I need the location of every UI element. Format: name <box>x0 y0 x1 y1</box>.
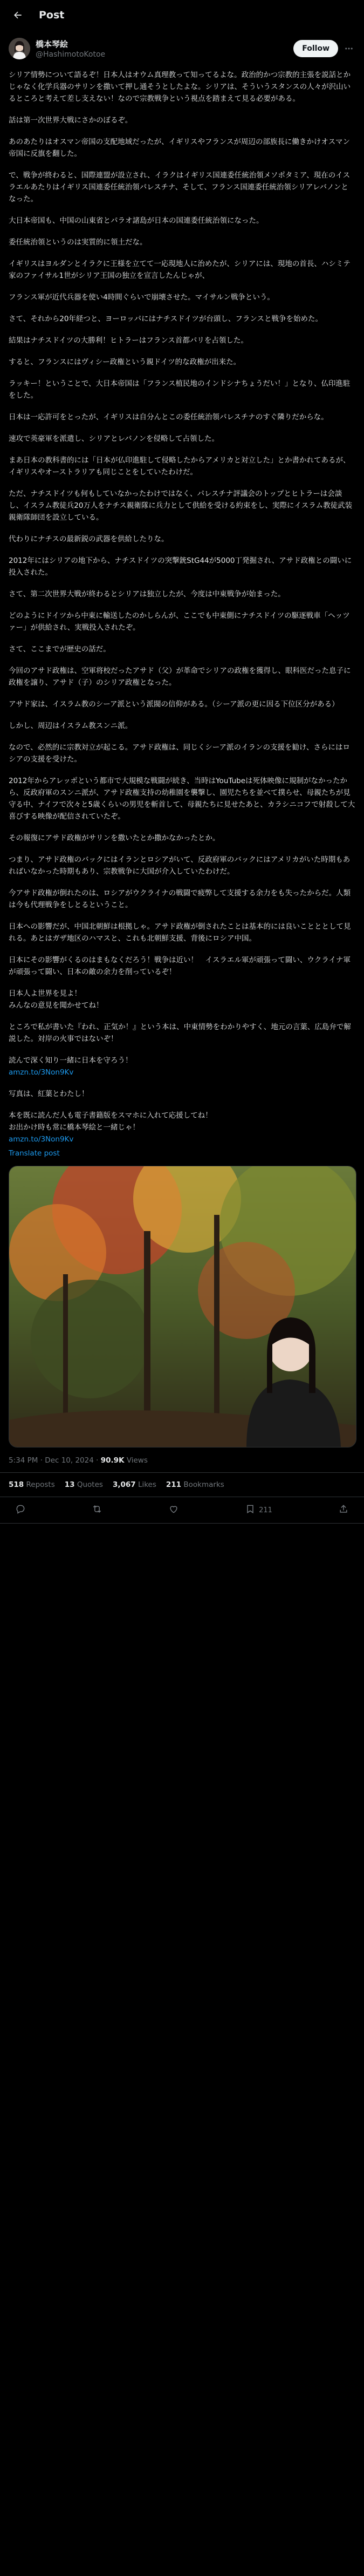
tweet-paragraph: 日本にその影響がくるのはまもなくだろう！戦争は近い！ イスラエル軍が頑張って闘い、ウクライナ軍が頑張って闘い、日本の敵の余力を削っているぞ！ <box>9 956 351 976</box>
page-title: Post <box>39 9 65 21</box>
reply-button[interactable] <box>15 1504 26 1517</box>
tweet-paragraph: ところで私が書いた『われ、正気か！』という本は、中東情勢をわかりやすく、地元の言葉、広島弁で解説した。対岸の火事ではないぞ！ <box>9 1023 351 1043</box>
tweet-paragraph: さて、それから20年経つと、ヨーロッパにはナチスドイツが台頭し、フランスと戦争を始めた。 <box>9 315 323 323</box>
empty-area <box>0 1524 364 2576</box>
tweet-paragraph: すると、フランスにはヴィシー政権という親ドイツ的な政権が出来た。 <box>9 358 241 366</box>
tweet-paragraph: 日本人よ世界を見よ！ みんなの意見を聞かせてね！ <box>9 989 104 1010</box>
tweet-paragraph: 日本への影響だが、中国北朝鮮は根拠しゃ。アサド政権が倒されたことは基本的には良いことととして見れる。あとはガザ地区のハマスと、これも北朝鮮支援、背後にロシア中国。 <box>9 922 351 943</box>
tweet-paragraph: 本を既に読んだ人も電子書籍版をスマホに入れて応援してね！ お出かけ時も常に橋本琴絵と一緒じゃ！ <box>9 1111 212 1132</box>
tweet-paragraph: 速攻で英豪軍を派遣し、シリアとレバノンを侵略して占領した。 <box>9 434 219 443</box>
post-time[interactable]: 5:34 PM <box>9 1456 38 1465</box>
tweet-paragraph: 大日本帝国も、中国の山東省とパラオ諸島が日本の国連委任統治領になった。 <box>9 216 264 225</box>
share-button[interactable] <box>338 1504 349 1517</box>
tweet-paragraph: その報復にアサド政権がサリンを撒いたとか撒かなかったとか。 <box>9 834 220 842</box>
back-arrow-icon[interactable] <box>9 6 27 24</box>
post-meta: 5:34 PM · Dec 10, 2024 · 90.9K Views <box>0 1447 364 1473</box>
user-handle[interactable]: @HashimotoKotoe <box>36 50 106 59</box>
amazon-link[interactable]: amzn.to/3Non9Kv <box>9 1068 74 1077</box>
tweet-paragraph: イギリスはヨルダンとイラクに王様を立てて一応現地人に治めたが、シリアには、現地の首長、ハシミテ家のファイサル1世がシリア王国の独立を宣言したんじゃが、 <box>9 260 351 280</box>
tweet-paragraph: ラッキー！ということで、大日本帝国は「フランス植民地のインドシナちょうだい！」となり、仏印進駐をした。 <box>9 379 351 400</box>
translate-post-link[interactable]: Translate post <box>9 1149 60 1158</box>
post-stats <box>0 1473 364 1497</box>
share-icon <box>338 1504 349 1517</box>
bookmark-button[interactable] <box>245 1504 272 1517</box>
display-name[interactable]: 橋本琴絵 <box>36 39 68 49</box>
avatar[interactable] <box>9 38 30 59</box>
top-bar <box>0 0 364 30</box>
tweet-paragraph: さて、ここまでが歴史の話だ。 <box>9 645 111 654</box>
tweet-paragraph: つまり、アサド政権のバックにはイランとロシアがいて、反政府軍のバックにはアメリカがいた時期もあればいなかった時期もあり、宗教戦争に大国が介入していたわけだ。 <box>9 855 351 876</box>
tweet-paragraph: 委任統治領というのは実質的に領土だな。 <box>9 238 147 247</box>
tweet-paragraph: あのあたりはオスマン帝国の支配地域だったが、イギリスやフランスが周辺の部族長に働きかけオスマン帝国に反旗を翻した。 <box>9 138 351 158</box>
author-info <box>36 38 293 59</box>
tweet-paragraph: 2012年にはシリアの地下から、ナチスドイツの突撃銃StG44が5000丁発掘され、アサド政権との闘いに投入された。 <box>9 556 352 577</box>
action-bar <box>0 1497 364 1524</box>
more-options-icon[interactable] <box>342 42 355 55</box>
tweet-paragraph: 今アサド政権が倒れたのは、ロシアがウクライナの戦闘で疲弊して支援する余力をも失ったからだ。人類は今も代理戦争をしとるということ。 <box>9 889 351 909</box>
repost-button[interactable] <box>92 1504 102 1517</box>
bookmark-icon <box>245 1504 256 1517</box>
repost-icon <box>92 1504 102 1517</box>
heart-icon <box>168 1504 179 1517</box>
tweet-paragraph: 代わりにナチスの最新鋭の武器を供給したりな。 <box>9 535 169 543</box>
author-row <box>0 30 364 63</box>
tweet-paragraph: なので、必然的に宗教対立が起こる。アサド政権は、同じくシーア派のイランの支援を勧け、さらにはロシアの支援を受けた。 <box>9 743 351 764</box>
tweet-paragraph: で、戦争が終わると、国際連盟が設立され、イラクはイギリス国連委任統治領メソポタミア、現在のイスラエルあたりはイギリス国連委任統治領パレスチナ、そして、フランス国連委任統治領シリアレバノンとなった。 <box>9 171 351 203</box>
tweet-paragraph: さて、第二次世界大戦が終わるとシリアは独立したが、今度は中東戦争が始まった。 <box>9 590 285 599</box>
quotes-stat[interactable]: 13 Quotes <box>64 1480 103 1489</box>
tweet-paragraph: 読んで深く知り一緒に日本を守ろう！ <box>9 1056 133 1065</box>
reply-icon <box>15 1504 26 1517</box>
tweet-paragraph: ただ、ナチスドイツも何もしていなかったわけではなく、パレスチナ評議会のトップとヒトラーは会談し、イスラム教徒兵20万人をナチス親衛隊に兵力として供給を受ける約束をし、実際にイスラム教徒武装親衛隊師団を設立している。 <box>9 490 353 522</box>
tweet-paragraph: フランス軍が近代兵器を使い4時間ぐらいで崩壊させた。マイサルン戦争という。 <box>9 293 274 302</box>
follow-button[interactable]: Follow <box>293 40 338 57</box>
tweet-paragraph: まあ日本の教科書的には「日本が仏印進駐して侵略したからアメリカと対立した」とか書かれてあるが、イギリスやオーストラリアも同じことをしていたわけだ。 <box>9 456 351 477</box>
tweet-paragraph: どのようにドイツから中東に輸送したのかしらんが、ここでも中東側にナチスドイツの駆逐戦車「ヘッツァー」が供給され、実戦投入されたぞ。 <box>9 611 350 632</box>
tweet-paragraph: 写真は、紅葉とわたし！ <box>9 1090 89 1098</box>
reposts-stat[interactable]: 518 Reposts <box>9 1480 55 1489</box>
tweet-paragraph: 日本は一応許可をとったが、イギリスは自分んとこの委任統治領パレスチナのすぐ隣りだからな。 <box>9 413 328 422</box>
tweet-body <box>0 63 364 1447</box>
like-button[interactable] <box>168 1504 179 1517</box>
bookmark-count: 211 <box>259 1506 272 1514</box>
views-count: 90.9K <box>100 1456 125 1465</box>
amazon-link[interactable]: amzn.to/3Non9Kv <box>9 1135 74 1144</box>
tweet-paragraph: アサド家は、イスラム教のシーア派という派閥の信仰がある。（シーア派の更に因る下位区分がある） <box>9 700 339 709</box>
tweet-paragraph: 話は第一次世界大戦にさかのぼるぞ。 <box>9 116 133 125</box>
tweet-paragraph: しかし、周辺はイスラム教スンニ派。 <box>9 722 133 730</box>
tweet-paragraph: 結果はナチスドイツの大勝利！ヒトラーはフランス首都パリを占領した。 <box>9 336 248 345</box>
tweet-photo[interactable] <box>9 1166 356 1447</box>
views-label: Views <box>126 1456 148 1465</box>
tweet-paragraph: 2012年からアレッポという都市で大規模な戦闘が続き、当時はYouTubeは死体映像に規制がなかったから、反政府軍のスンニ派が、アサド政権支持の幼稚園を襲撃し、園児たちを並べて撲らせ、母親たちが見守る中、ナイフで次々と5歳くらいの男児を斬首して、母親たちに見せたあと、カラシニコフで射殺して大喜びする映像が配信されていたぞ。 <box>9 777 355 821</box>
tweet-paragraph: 今回のアサド政権は、空軍将校だったアサド（父）が革命でシリアの政権を獲得し、眼科医だった息子に政権を譲り、アサド（子）のシリア政権となった。 <box>9 667 351 687</box>
post-date[interactable]: Dec 10, 2024 <box>45 1456 94 1465</box>
tweet-paragraph: シリア情勢について語るぞ！日本人はオウム真理教って知ってるよな。政治的かつ宗教的主張を説話とかじゃなく化学兵器のサリンを撒いて押し通そうとしたよな。シリアは、そういうスタンスの人々が沢山いるところと考えて差し支えない！なので宗教戦争という視点を踏まえて見る必要がある。 <box>9 71 351 103</box>
bookmarks-stat[interactable]: 211 Bookmarks <box>166 1480 224 1489</box>
likes-stat[interactable]: 3,067 Likes <box>112 1480 156 1489</box>
